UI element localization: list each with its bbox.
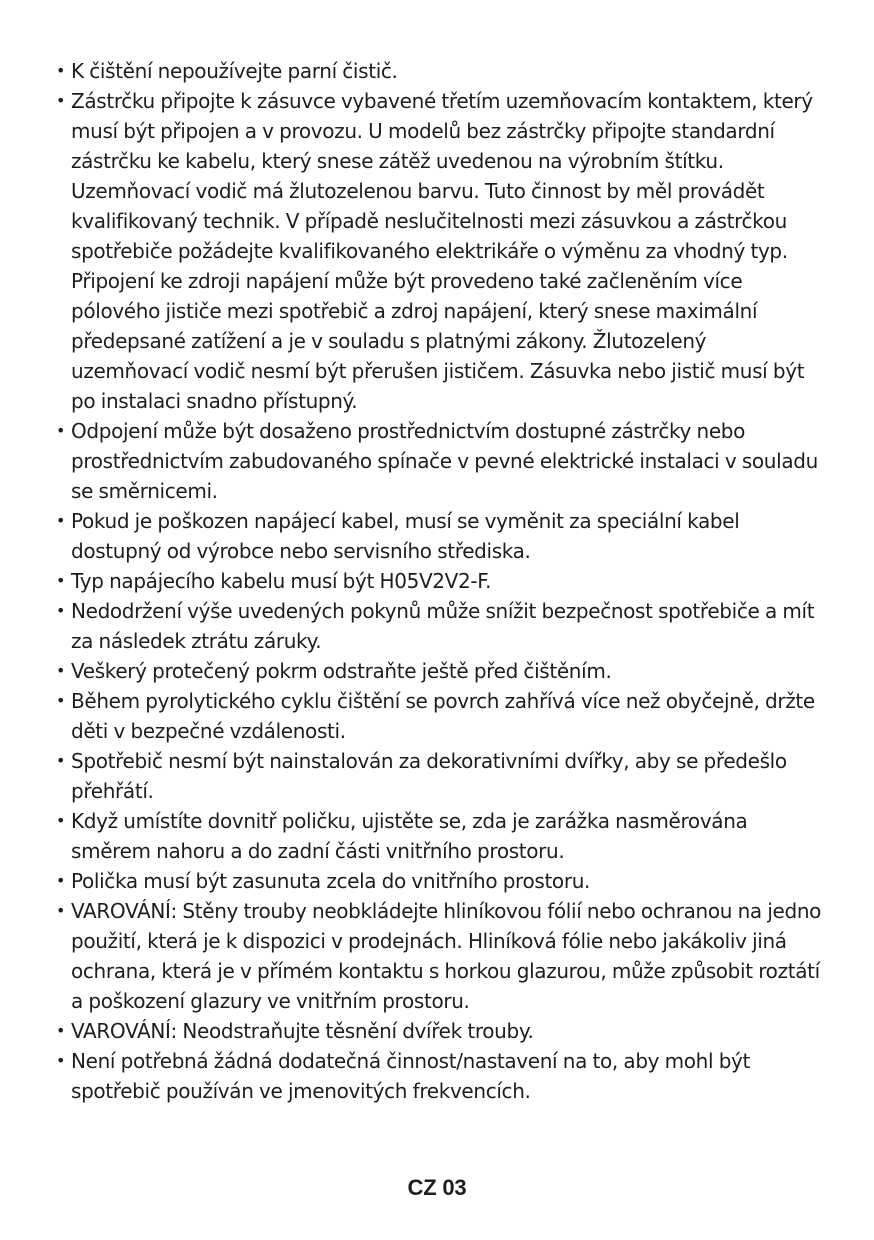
bullet-mark: • (56, 901, 66, 920)
list-item (56, 656, 822, 686)
list-item-text: Typ napájecího kabelu musí být H05V2V2-F. (71, 569, 492, 593)
list-item-text: Nedodržení výše uvedených pokynů může snížit bezpečnost spotřebiče a mít za následek ztrátu záruky. (71, 599, 815, 653)
bullet-mark: • (56, 91, 66, 110)
list-item-text: Polička musí být zasunuta zcela do vnitřního prostoru. (71, 869, 591, 893)
list-item-text: K čištění nepoužívejte parní čistič. (71, 59, 398, 83)
list-item (56, 566, 822, 596)
bullet-mark: • (56, 1021, 66, 1040)
list-item (56, 806, 822, 866)
list-item (56, 596, 822, 656)
page-number: CZ 03 (407, 1175, 467, 1200)
list-item (56, 866, 822, 896)
bullet-mark: • (56, 61, 66, 80)
bullet-mark: • (56, 871, 66, 890)
list-item-text: VAROVÁNÍ: Stěny trouby neobkládejte hliníkovou fólií nebo ochranou na jedno použití, která je k dispozici v prodejnách. Hliníková fólie nebo jakákoliv jiná ochrana, která je v přímém kontaktu s horkou glazurou, může způsobit roztátí a poškození glazury ve vnitřním prostoru. (71, 899, 822, 1013)
list-item (56, 1016, 822, 1046)
list-item (56, 416, 822, 506)
list-item (56, 686, 822, 746)
bullet-mark: • (56, 691, 66, 710)
list-item-text: Není potřebná žádná dodatečná činnost/nastavení na to, aby mohl být spotřebič používán ve jmenovitých frekvencích. (71, 1049, 751, 1103)
bullet-list (56, 56, 822, 1106)
list-item (56, 86, 822, 416)
bullet-mark: • (56, 661, 66, 680)
list-item (56, 1046, 822, 1106)
bullet-mark: • (56, 751, 66, 770)
list-item (56, 56, 822, 86)
bullet-mark: • (56, 601, 66, 620)
list-item-text: Zástrčku připojte k zásuvce vybavené třetím uzemňovacím kontaktem, který musí být připojen a v provozu. U modelů bez zástrčky připojte standardní zástrčku ke kabelu, který snese zátěž uvedenou na výrobním štítku. Uzemňovací vodič má žlutozelenou barvu. Tuto činnost by měl provádět kvalifikovaný technik. V případě neslučitelnosti mezi zásuvkou a zástrčkou spotřebiče požádejte kvalifikovaného elektrikáře o výměnu za vhodný typ. Připojení ke zdroji napájení může být provedeno také začleněním více pólového jističe mezi spotřebič a zdroj napájení, který snese maximální předepsané zatížení a je v souladu s platnými zákony. Žlutozelený uzemňovací vodič nesmí být přerušen jističem. Zásuvka nebo jistič musí být po instalaci snadno přístupný. (71, 89, 813, 413)
list-item (56, 746, 822, 806)
list-item-text: Pokud je poškozen napájecí kabel, musí se vyměnit za speciální kabel dostupný od výrobce nebo servisního střediska. (71, 509, 740, 563)
list-item (56, 896, 822, 1016)
bullet-mark: • (56, 421, 66, 440)
instruction-content (56, 56, 822, 1106)
list-item-text: Veškerý protečený pokrm odstraňte ještě před čištěním. (71, 659, 612, 683)
list-item-text: Když umístíte dovnitř poličku, ujistěte se, zda je zarážka nasměrována směrem nahoru a do zadní části vnitřního prostoru. (71, 809, 748, 863)
list-item (56, 506, 822, 566)
bullet-mark: • (56, 1051, 66, 1070)
bullet-mark: • (56, 511, 66, 530)
bullet-mark: • (56, 811, 66, 830)
list-item-text: Spotřebič nesmí být nainstalován za dekorativními dvířky, aby se předešlo přehřátí. (71, 749, 787, 803)
list-item-text: VAROVÁNÍ: Neodstraňujte těsnění dvířek trouby. (71, 1019, 534, 1043)
list-item-text: Odpojení může být dosaženo prostřednictvím dostupné zástrčky nebo prostřednictvím zabudovaného spínače v pevné elektrické instalaci v souladu se směrnicemi. (71, 419, 818, 503)
bullet-mark: • (56, 571, 66, 590)
list-item-text: Během pyrolytického cyklu čištění se povrch zahřívá více než obyčejně, držte děti v bezpečné vzdálenosti. (71, 689, 815, 743)
